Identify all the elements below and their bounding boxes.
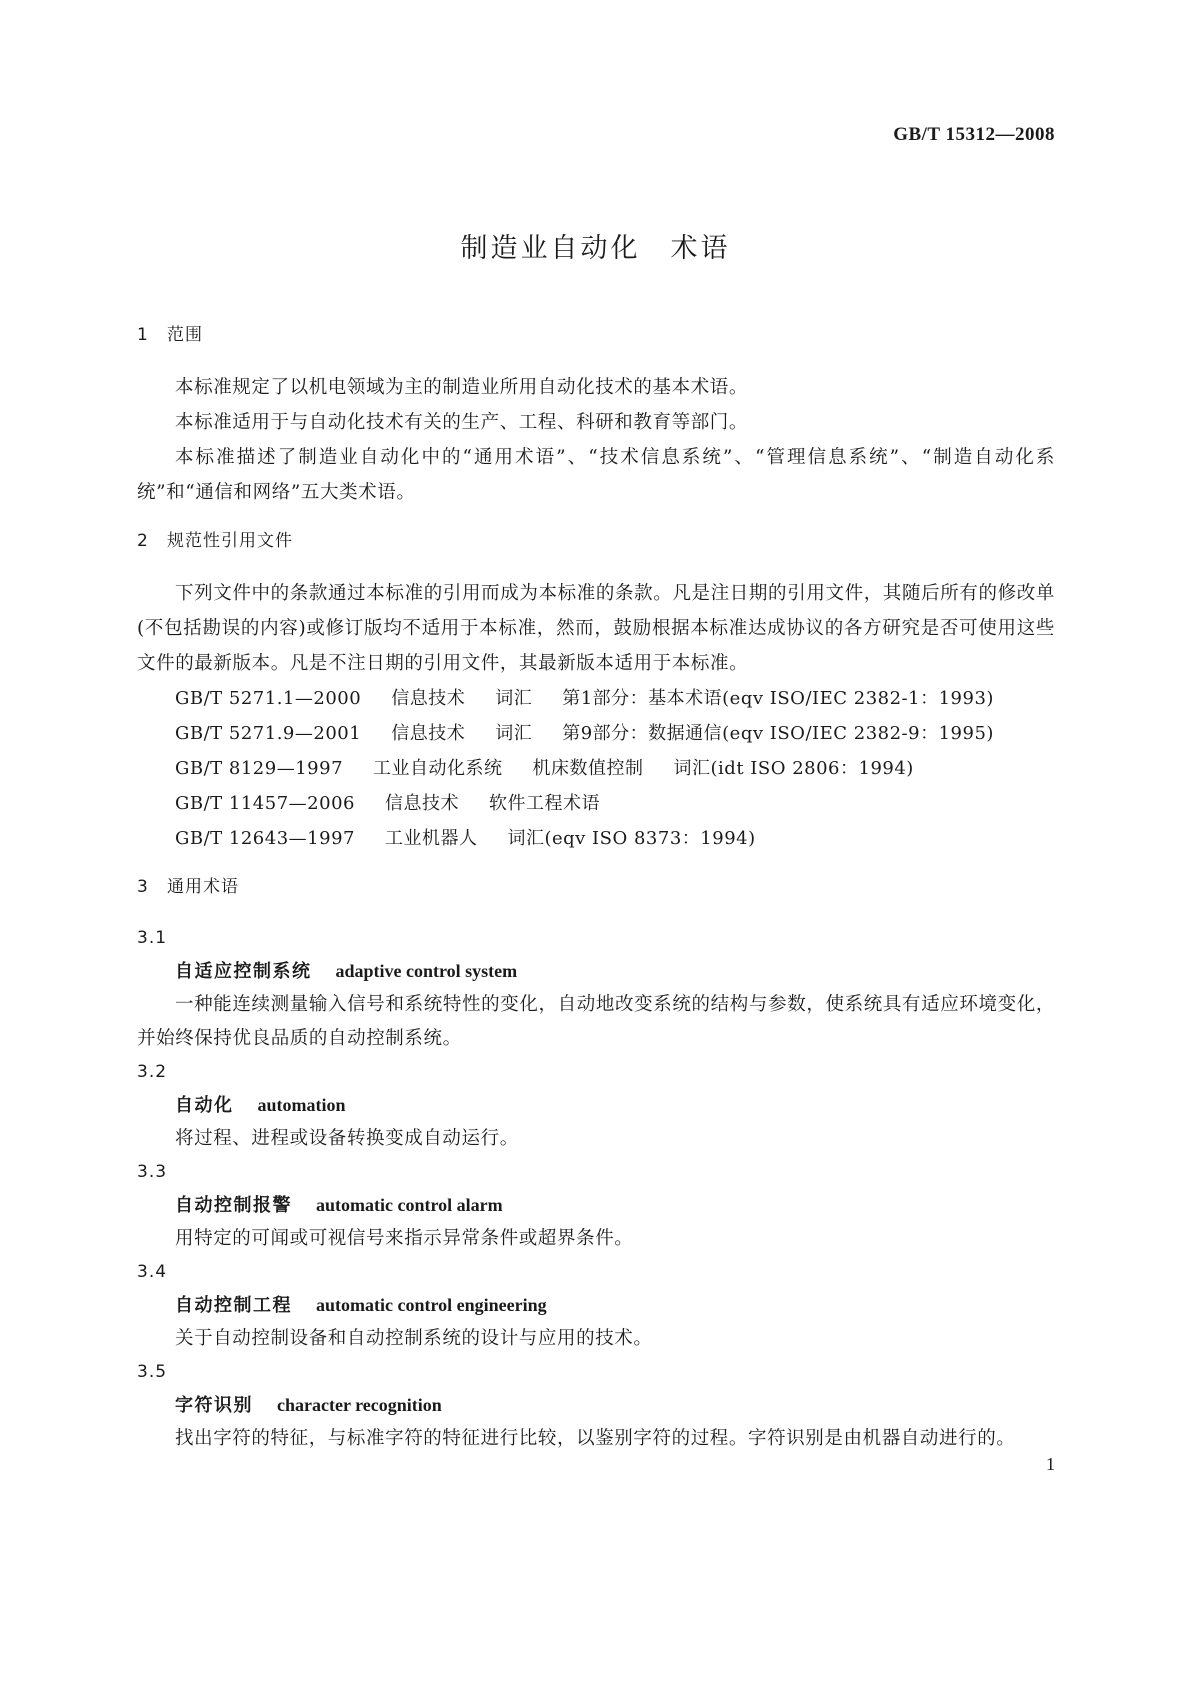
term-heading: 自适应控制系统 adaptive control system: [175, 961, 518, 982]
document-body: [137, 318, 1055, 1456]
term-definition: 将过程、进程或设备转换变成自动运行。: [175, 1128, 519, 1149]
section-title: 规范性引用文件: [167, 531, 293, 551]
term-definition: 一种能连续测量输入信号和系统特性的变化，自动地改变系统的结构与参数，使系统具有适应环境变化，并始终保持优良品质的自动控制系统。: [137, 994, 1055, 1049]
reference-item: GB/T 11457—2006 信息技术 软件工程术语: [175, 793, 600, 814]
section-heading: [137, 870, 1055, 904]
paragraph: 本标准描述了制造业自动化中的“通用术语”、“技术信息系统”、“管理信息系统”、“制造自动化系统”和“通信和网络”五大类术语。: [137, 447, 1055, 503]
term-definition: 找出字符的特征，与标准字符的特征进行比较，以鉴别字符的过程。字符识别是由机器自动进行的。: [175, 1428, 1016, 1449]
section-heading: [137, 524, 1055, 558]
page-number: 1: [1046, 1454, 1055, 1474]
paragraph: 下列文件中的条款通过本标准的引用而成为本标准的条款。凡是注日期的引用文件，其随后所有的修改单(不包括勘误的内容)或修订版均不适用于本标准，然而，鼓励根据本标准达成协议的各方研究是否可使用这些文件的最新版本。凡是不注日期的引用文件，其最新版本适用于本标准。: [137, 583, 1055, 674]
term-number: 3.3: [137, 1162, 168, 1182]
section-heading: [137, 318, 1055, 352]
section-number: 3: [137, 877, 149, 897]
reference-item: GB/T 8129—1997 工业自动化系统 机床数值控制 词汇(idt ISO 2806：1994): [175, 758, 914, 779]
term-number: 3.5: [137, 1362, 168, 1382]
paragraph: 本标准适用于与自动化技术有关的生产、工程、科研和教育等部门。: [175, 412, 749, 433]
section-number: 1: [137, 325, 149, 345]
term-heading: 自动化 automation: [175, 1095, 346, 1116]
term-number: 3.1: [137, 928, 168, 948]
standard-code: GB/T 15312—2008: [893, 124, 1055, 145]
section-title: 范围: [167, 325, 203, 345]
term-heading: 字符识别 character recognition: [175, 1395, 442, 1416]
term-number: 3.2: [137, 1062, 168, 1082]
term-definition: 关于自动控制设备和自动控制系统的设计与应用的技术。: [175, 1328, 653, 1349]
term-heading: 自动控制报警 automatic control alarm: [175, 1195, 503, 1216]
reference-item: GB/T 12643—1997 工业机器人 词汇(eqv ISO 8373：1994): [175, 828, 756, 849]
reference-item: GB/T 5271.1—2000 信息技术 词汇 第1部分：基本术语(eqv ISO/IEC 2382-1：1993): [175, 688, 994, 709]
term-definition: 用特定的可闻或可视信号来指示异常条件或超界条件。: [175, 1228, 634, 1249]
reference-item: GB/T 5271.9—2001 信息技术 词汇 第9部分：数据通信(eqv ISO/IEC 2382-9：1995): [175, 723, 994, 744]
section-title: 通用术语: [167, 877, 239, 897]
term-heading: 自动控制工程 automatic control engineering: [175, 1295, 547, 1316]
paragraph: 本标准规定了以机电领域为主的制造业所用自动化技术的基本术语。: [175, 377, 749, 398]
section-number: 2: [137, 531, 149, 551]
document-title: 制造业自动化 术语: [460, 233, 731, 264]
term-number: 3.4: [137, 1262, 168, 1282]
